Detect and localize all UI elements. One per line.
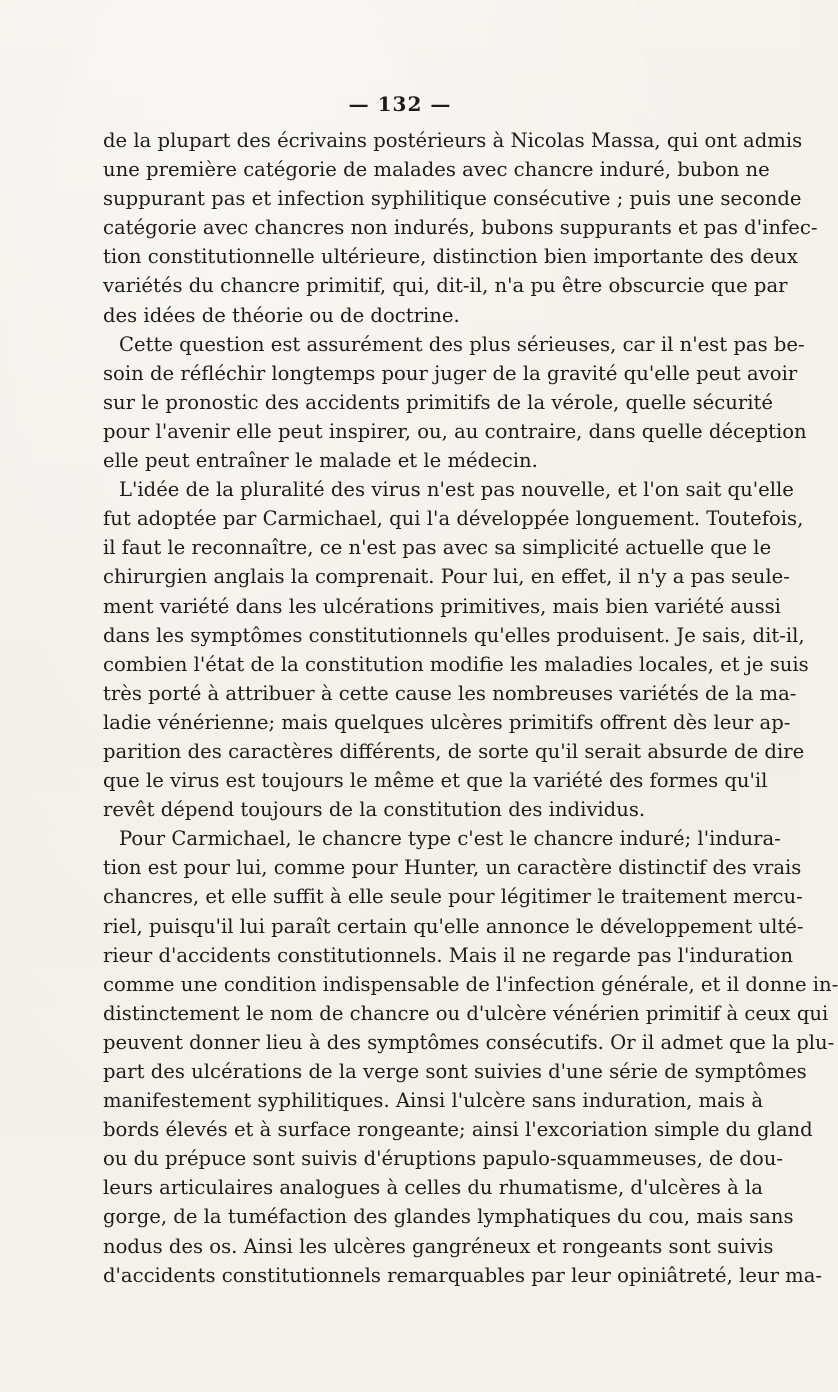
- text-line: revêt dépend toujours de la constitution des individus.: [103, 798, 646, 822]
- text-line: fut adoptée par Carmichael, qui l'a développée longuement. Toutefois,: [103, 507, 804, 531]
- text-line: chancres, et elle suffit à elle seule pour légitimer le traitement mercu-: [103, 885, 803, 909]
- text-line: une première catégorie de malades avec chancre induré, bubon ne: [103, 158, 770, 182]
- text-line: ladie vénérienne; mais quelques ulcères primitifs offrent dès leur ap-: [103, 710, 791, 734]
- text-line: d'accidents constitutionnels remarquables par leur opiniâtreté, leur ma-: [103, 1263, 823, 1287]
- text-line: parition des caractères différents, de sorte qu'il serait absurde de dire: [103, 739, 805, 763]
- text-line: bords élevés et à surface rongeante; ainsi l'excoriation simple du gland: [103, 1118, 813, 1142]
- text-line: comme une condition indispensable de l'infection générale, et il donne in-: [103, 972, 838, 996]
- text-line: leurs articulaires analogues à celles du rhumatisme, d'ulcères à la: [103, 1176, 763, 1200]
- text-line: il faut le reconnaître, ce n'est pas avec sa simplicité actuelle que le: [103, 536, 772, 560]
- text-line: chirurgien anglais la comprenait. Pour lui, en effet, il n'y a pas seule-: [103, 565, 790, 589]
- text-line: des idées de théorie ou de doctrine.: [103, 303, 460, 327]
- text-line: tion est pour lui, comme pour Hunter, un caractère distinctif des vrais: [103, 856, 802, 880]
- text-line: pour l'avenir elle peut inspirer, ou, au contraire, dans quelle déception: [103, 419, 807, 443]
- text-line: suppurant pas et infection syphilitique consécutive ; puis une seconde: [103, 187, 802, 211]
- text-line: que le virus est toujours le même et que la variété des formes qu'il: [103, 769, 768, 793]
- text-line: sur le pronostic des accidents primitifs de la vérole, quelle sécurité: [103, 390, 773, 414]
- text-line: manifestement syphilitiques. Ainsi l'ulcère sans induration, mais à: [103, 1089, 764, 1113]
- text-line: ment variété dans les ulcérations primitives, mais bien variété aussi: [103, 594, 781, 618]
- text-line: gorge, de la tuméfaction des glandes lymphatiques du cou, mais sans: [103, 1205, 794, 1229]
- text-line: L'idée de la pluralité des virus n'est pas nouvelle, et l'on sait qu'elle: [119, 478, 794, 502]
- text-line: part des ulcérations de la verge sont suivies d'une série de symptômes: [103, 1060, 807, 1083]
- text-line: dans les symptômes constitutionnels qu'elles produisent. Je sais, dit-il,: [103, 623, 805, 647]
- text-line: variétés du chancre primitif, qui, dit-il, n'a pu être obscurcie que par: [103, 274, 788, 298]
- text-line: Cette question est assurément des plus sérieuses, car il n'est pas be-: [119, 332, 805, 356]
- text-line: tion constitutionnelle ultérieure, distinction bien importante des deux: [103, 245, 798, 269]
- text-line: riel, puisqu'il lui paraît certain qu'elle annonce le développement ulté-: [103, 914, 804, 938]
- text-line: soin de réfléchir longtemps pour juger de la gravité qu'elle peut avoir: [103, 361, 798, 385]
- text-line: Pour Carmichael, le chancre type c'est le chancre induré; l'indura-: [119, 827, 781, 851]
- text-line: ou du prépuce sont suivis d'éruptions papulo-squammeuses, de dou-: [103, 1147, 783, 1171]
- text-line: rieur d'accidents constitutionnels. Mais il ne regarde pas l'induration: [103, 943, 794, 967]
- text-line: catégorie avec chancres non indurés, bubons suppurants et pas d'infec-: [103, 216, 818, 240]
- text-line: elle peut entraîner le malade et le médecin.: [103, 449, 538, 473]
- text-line: nodus des os. Ainsi les ulcères gangréneux et rongeants sont suivis: [103, 1234, 774, 1258]
- body-text: [103, 126, 838, 1290]
- text-line: très porté à attribuer à cette cause les nombreuses variétés de la ma-: [103, 681, 797, 705]
- text-line: combien l'état de la constitution modifie les maladies locales, et je suis: [103, 652, 809, 676]
- text-line: distinctement le nom de chancre ou d'ulcère vénérien primitif à ceux qui: [103, 1001, 829, 1025]
- page-number: — 132 —: [348, 92, 452, 116]
- text-line: de la plupart des écrivains postérieurs à Nicolas Massa, qui ont admis: [103, 129, 803, 152]
- text-line: peuvent donner lieu à des symptômes consécutifs. Or il admet que la plu-: [103, 1030, 835, 1054]
